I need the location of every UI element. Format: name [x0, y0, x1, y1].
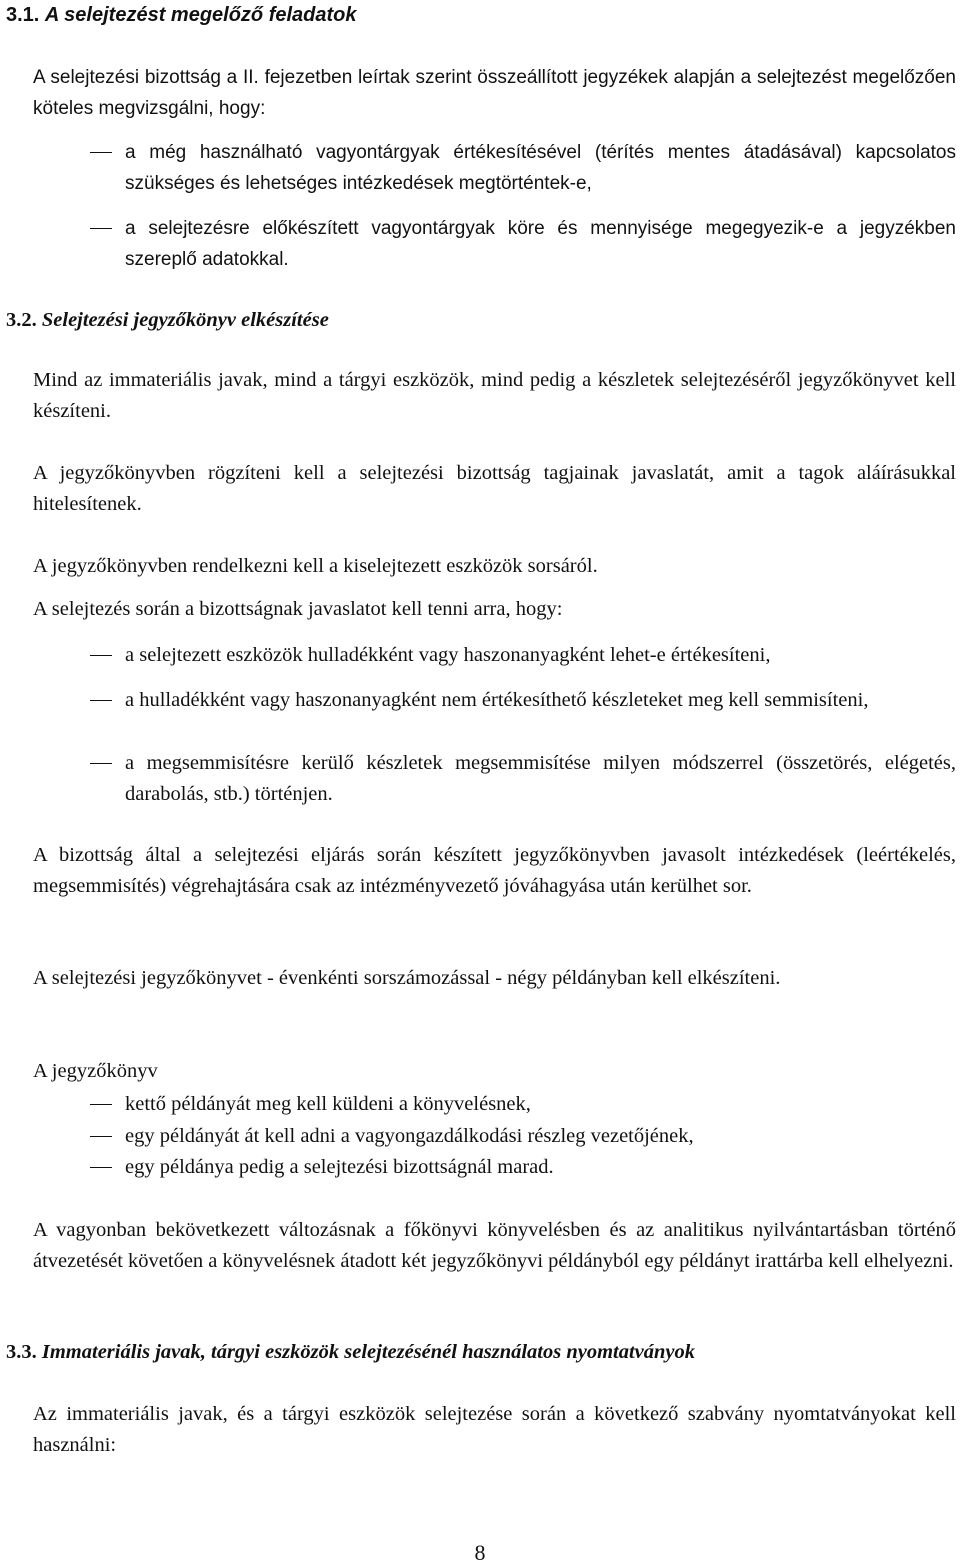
dash-bullet-icon	[90, 1136, 112, 1137]
paragraph: A jegyzőkönyvben rendelkezni kell a kiselejtezett eszközök sorsáról.	[33, 555, 598, 577]
paragraph: A selejtezési jegyzőkönyvet - évenkénti sorszámozással - négy példányban kell elkészíteni.	[33, 967, 781, 989]
section-number: 3.1.	[6, 4, 40, 26]
dash-bullet-icon	[90, 1104, 112, 1105]
dash-bullet-icon	[90, 700, 112, 701]
section-title: A selejtezést megelőző feladatok	[44, 4, 357, 26]
paragraph: A jegyzőkönyvben rögzíteni kell a selejtezési bizottság tagjainak javaslatát, amit a tagok aláírásukkal hitelesítenek.	[33, 462, 956, 515]
list-item: a még használható vagyontárgyak értékesítésével (térítés mentes átadásával) kapcsolatos szükséges és lehetséges intézkedések megtörténtek-e,	[125, 142, 956, 194]
dash-bullet-icon	[90, 655, 112, 656]
list-item: egy példánya pedig a selejtezési bizottságnál marad.	[125, 1156, 554, 1178]
section-heading-3-1	[6, 0, 357, 30]
dash-bullet-icon	[90, 228, 112, 229]
section-heading-3-3	[6, 1337, 695, 1367]
section-heading-3-2	[6, 305, 329, 335]
dash-bullet-icon	[90, 763, 112, 764]
list-item: kettő példányát meg kell küldeni a könyvelésnek,	[125, 1093, 531, 1115]
section-title: Selejtezési jegyzőkönyv elkészítése	[41, 309, 329, 331]
section-number: 3.2.	[6, 309, 37, 331]
list-item: egy példányát át kell adni a vagyongazdálkodási részleg vezetőjének,	[125, 1125, 694, 1147]
list-item: a megsemmisítésre kerülő készletek megsemmisítése milyen módszerrel (összetörés, elégetés, darabolás, stb.) történjen.	[125, 752, 956, 805]
page-number: 8	[474, 1540, 486, 1565]
paragraph: A bizottság által a selejtezési eljárás során készített jegyzőkönyvben javasolt intézkedések (leértékelés, megsemmisítés) végrehajtására csak az intézményvezető jóváhagyása után kerülhet sor.	[33, 844, 956, 897]
paragraph-intro: A selejtezési bizottság a II. fejezetben leírtak szerint összeállított jegyzékek alapján a selejtezést megelőzően köteles megvizsgálni, hogy:	[33, 67, 956, 119]
list-item: a selejtezésre előkészített vagyontárgyak köre és mennyisége megegyezik-e a jegyzékben szereplő adatokkal.	[125, 218, 956, 270]
paragraph: A vagyonban bekövetkezett változásnak a főkönyvi könyvelésben és az analitikus nyilvántartásban történő átvezetését követően a könyvelésnek átadott két jegyzőkönyvi példányból egy példányt irattárba kell elhelyezni.	[33, 1219, 956, 1272]
dash-bullet-icon	[90, 152, 112, 153]
section-number: 3.3.	[6, 1341, 37, 1363]
paragraph: Mind az immateriális javak, mind a tárgyi eszközök, mind pedig a készletek selejtezéséről jegyzőkönyvet kell készíteni.	[33, 369, 956, 422]
paragraph: A jegyzőkönyv	[33, 1060, 158, 1082]
dash-bullet-icon	[90, 1167, 112, 1168]
list-item: a selejtezett eszközök hulladékként vagy haszonanyagként lehet-e értékesíteni,	[125, 644, 771, 666]
paragraph: A selejtezés során a bizottságnak javaslatot kell tenni arra, hogy:	[33, 598, 563, 620]
section-title: Immateriális javak, tárgyi eszközök selejtezésénél használatos nyomtatványok	[41, 1341, 696, 1363]
list-item: a hulladékként vagy haszonanyagként nem értékesíthető készleteket meg kell semmisíteni,	[125, 689, 869, 711]
paragraph: Az immateriális javak, és a tárgyi eszközök selejtezése során a következő szabvány nyomtatványokat kell használni:	[33, 1403, 956, 1456]
